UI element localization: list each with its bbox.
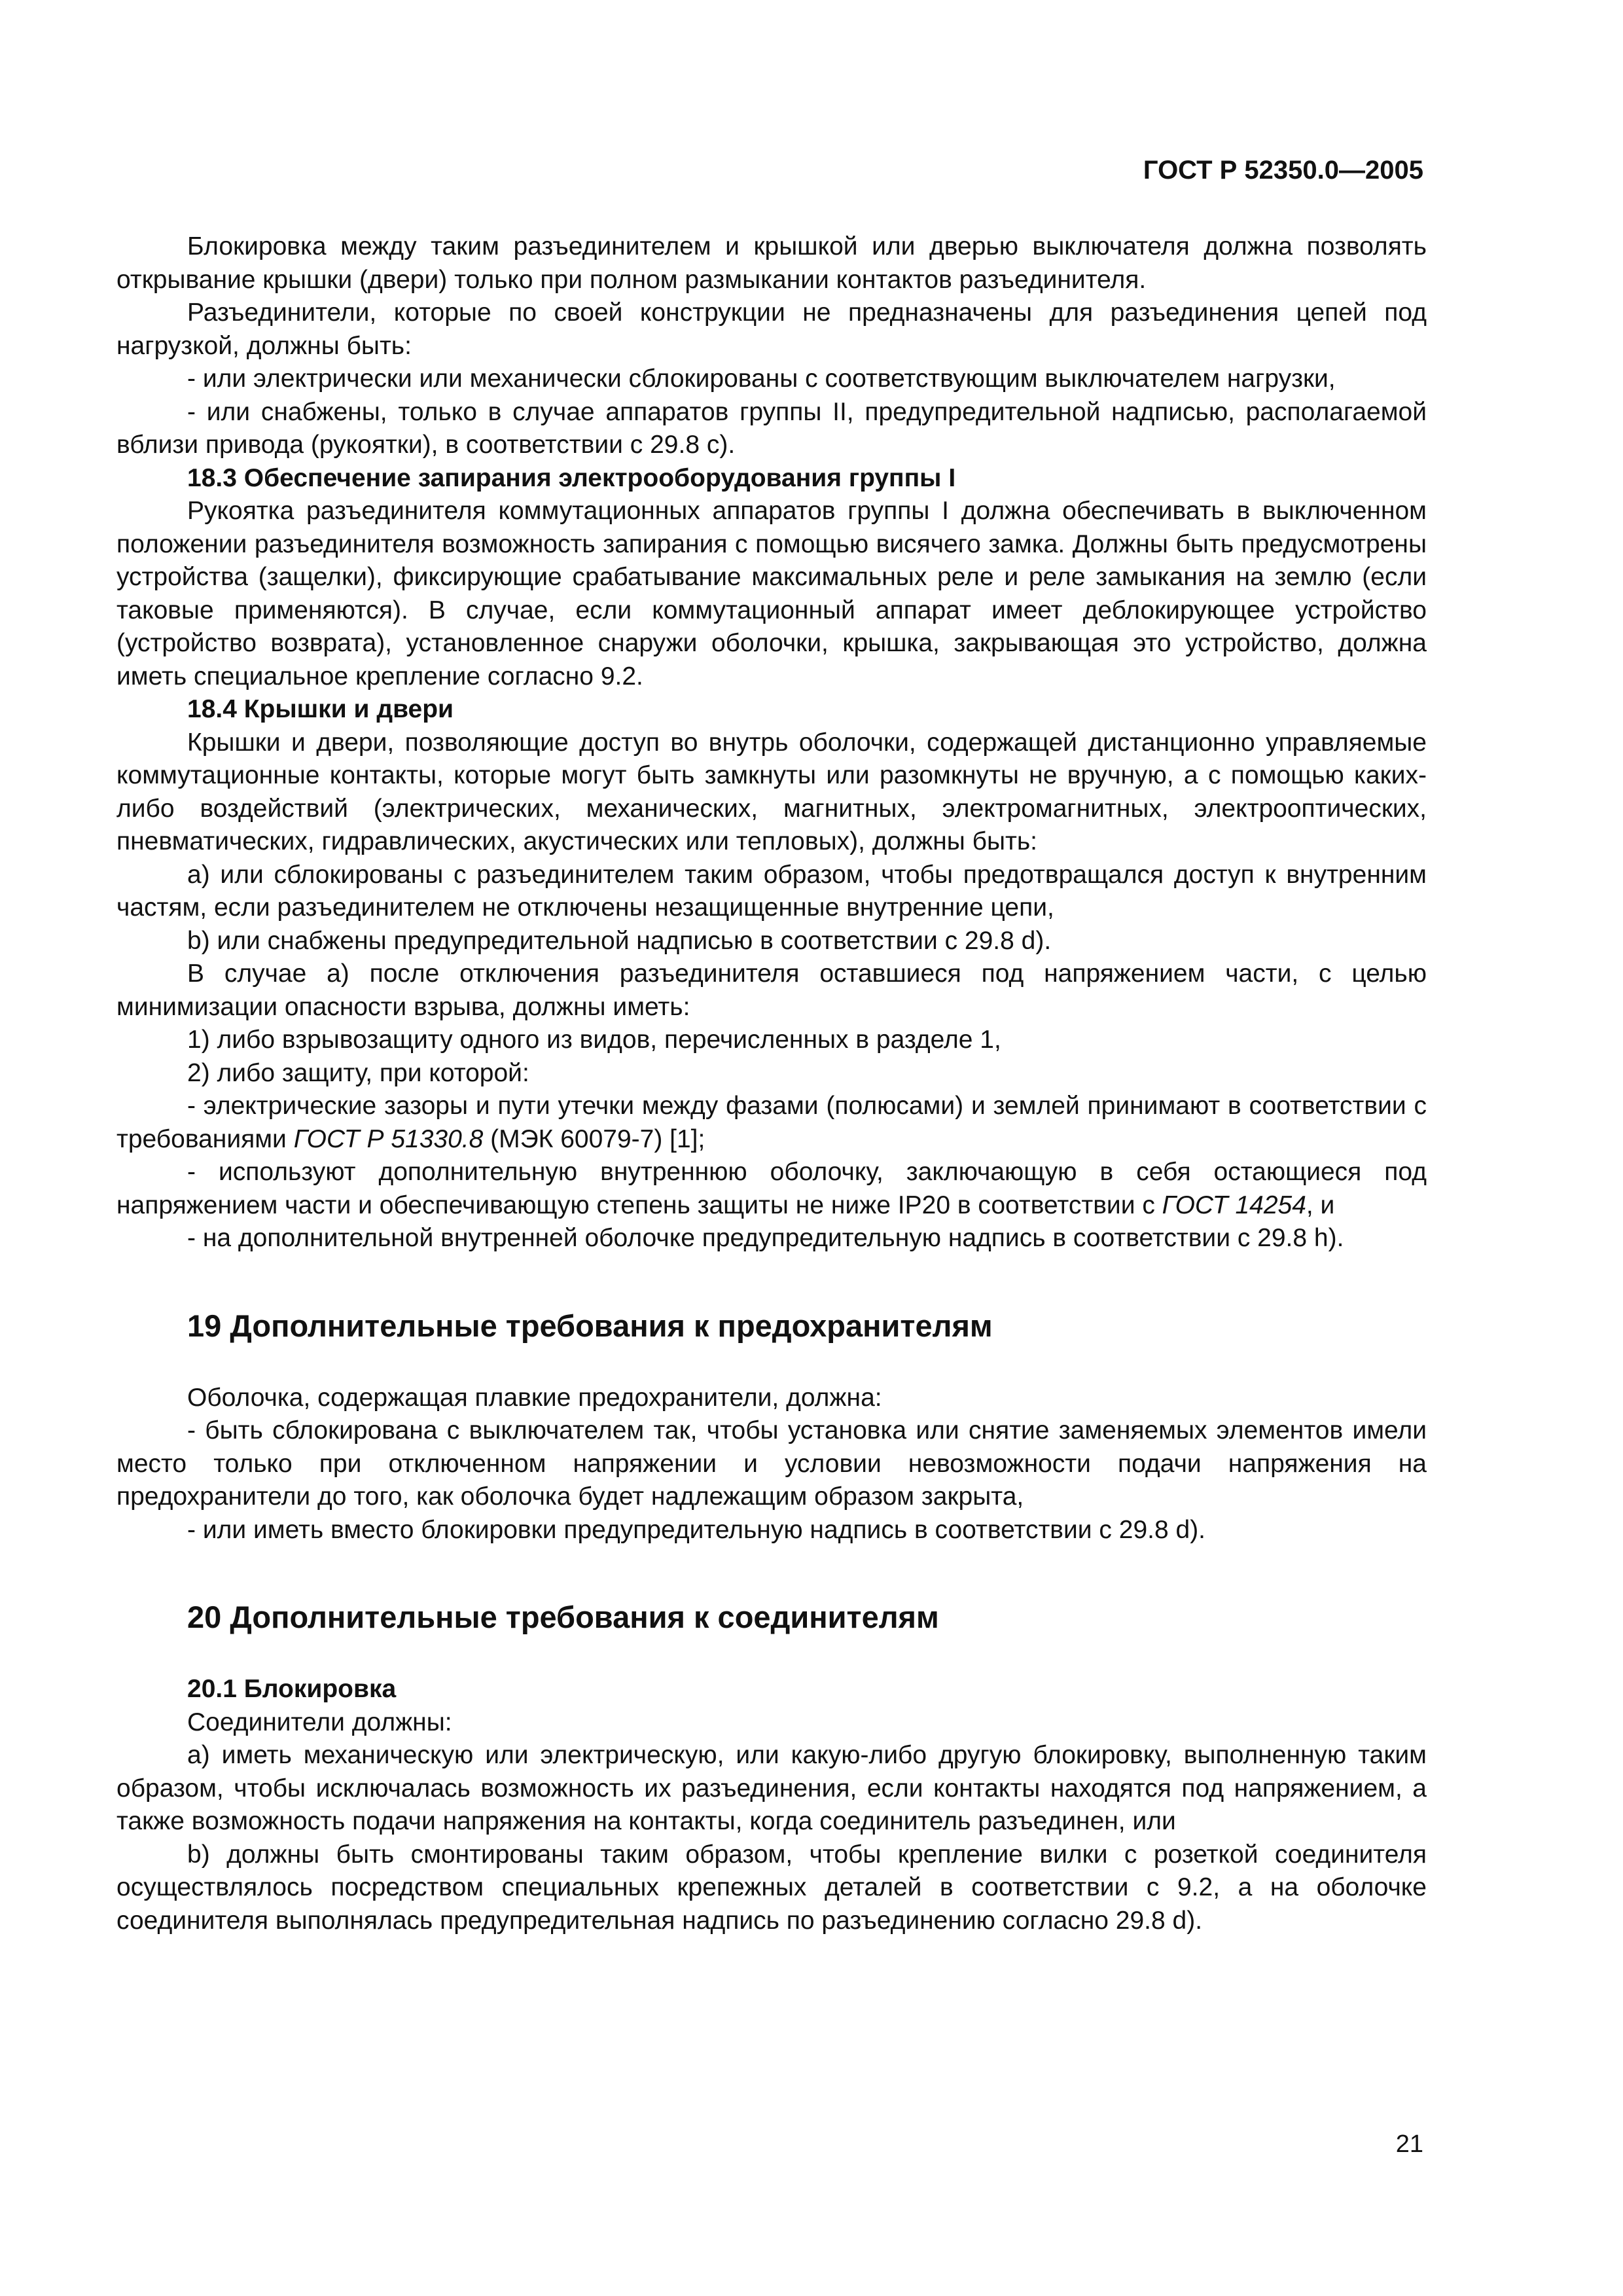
- section-heading-20: [116, 1598, 1427, 1637]
- document-header: ГОСТ Р 52350.0—2005: [1143, 156, 1423, 185]
- paragraph: b) или снабжены предупредительной надписью в соответствии с 29.8 d).: [187, 926, 1052, 955]
- paragraph: - или электрически или механически сблокированы с соответствующим выключателем нагрузки,: [187, 365, 1336, 393]
- section-spacer: [116, 1346, 1427, 1382]
- paragraph: - используют дополнительную внутреннюю оболочку, заключающую в себя остающиеся под напряжением части и обеспечивающую степень защиты не ниже IP20 в соответствии с ГОСТ 14254, и: [116, 1158, 1427, 1219]
- paragraph: - или снабжены, только в случае аппаратов группы II, предупредительной надписью, располагаемой вблизи привода (рукоятки), в соответствии с 29.8 с).: [116, 397, 1427, 459]
- paragraph: b) должны быть смонтированы таким образом, чтобы крепление вилки с розеткой соединителя осуществлялось посредством специальных крепежных деталей в соответствии с 9.2, а на оболочке соединителя выполнялась предупредительная надпись по разъединению согласно 29.8 d).: [116, 1840, 1427, 1935]
- subsection-heading: 18.3 Обеспечение запирания электрооборудования группы I: [187, 463, 956, 492]
- paragraph: Блокировка между таким разъединителем и крышкой или дверью выключателя должна позволять открывание крышки (двери) только при полном размыкании контактов разъединителя.: [116, 232, 1427, 294]
- section-title: Дополнительные требования к соединителям: [230, 1600, 939, 1634]
- paragraph: В случае а) после отключения разъединителя оставшиеся под напряжением части, с целью минимизации опасности взрыва, должны иметь:: [116, 960, 1427, 1021]
- paragraph: Рукоятка разъединителя коммутационных аппаратов группы I должна обеспечивать в выключенном положении разъединителя возможность запирания с помощью висячего замка. Должны быть предусмотрены устройства (защелки), фиксирующие срабатывание максимальных реле и реле замыкания на землю (если таковые применяются). В случае, если коммутационный аппарат имеет деблокирующее устройство (устройство возврата), установленное снаружи оболочки, крышка, закрывающая это устройство, должна иметь специальное крепление согласно 9.2.: [116, 497, 1427, 691]
- paragraph: Соединители должны:: [187, 1708, 452, 1736]
- paragraph: Разъединители, которые по своей конструкции не предназначены для разъединения цепей под нагрузкой, должны быть:: [116, 298, 1427, 360]
- standard-reference: ГОСТ 14254: [1162, 1191, 1306, 1219]
- paragraph: - или иметь вместо блокировки предупредительную надпись в соответствии с 29.8 d).: [187, 1515, 1206, 1544]
- page-number: 21: [1395, 2130, 1423, 2158]
- section-number: 19: [187, 1308, 222, 1343]
- section-heading-19: [116, 1306, 1427, 1346]
- paragraph: 1) либо взрывозащиту одного из видов, перечисленных в разделе 1,: [187, 1026, 1001, 1054]
- subsection-heading: 18.4 Крышки и двери: [187, 695, 454, 723]
- paragraph: 2) либо защиту, при которой:: [187, 1058, 529, 1087]
- subsection-heading: 20.1 Блокировка: [187, 1675, 397, 1703]
- paragraph: - на дополнительной внутренней оболочке предупредительную надпись в соответствии с 29.8 h).: [187, 1224, 1344, 1252]
- paragraph: - быть сблокирована с выключателем так, чтобы установка или снятие заменяемых элементов имели место только при отключенном напряжении и условии невозможности подачи напряжения на предохранители до того, как оболочка будет надлежащим образом закрыта,: [116, 1416, 1427, 1511]
- section-title: Дополнительные требования к предохранителям: [230, 1308, 993, 1343]
- paragraph: - электрические зазоры и пути утечки между фазами (полюсами) и землей принимают в соответствии с требованиями ГОСТ Р 51330.8 (МЭК 60079-7) [1];: [116, 1092, 1427, 1153]
- section-spacer: [116, 1637, 1427, 1673]
- section-number: 20: [187, 1600, 222, 1634]
- paragraph: а) иметь механическую или электрическую, или какую-либо другую блокировку, выполненную таким образом, чтобы исключалась возможность их разъединения, если контакты находятся под напряжением, а также возможность подачи напряжения на контакты, когда соединитель разъединен, или: [116, 1741, 1427, 1835]
- section-spacer: [116, 1547, 1427, 1598]
- paragraph: а) или сблокированы с разъединителем таким образом, чтобы предотвращался доступ к внутренним частям, если разъединителем не отключены незащищенные внутренние цепи,: [116, 860, 1427, 922]
- standard-reference: ГОСТ Р 51330.8: [293, 1124, 484, 1153]
- paragraph: Оболочка, содержащая плавкие предохранители, должна:: [187, 1383, 882, 1412]
- section-spacer: [116, 1255, 1427, 1306]
- document-body: [116, 230, 1427, 1937]
- paragraph: Крышки и двери, позволяющие доступ во внутрь оболочки, содержащей дистанционно управляемые коммутационные контакты, которые могут быть замкнуты или разомкнуты не вручную, а с помощью каких-либо воздействий (электрических, механических, магнитных, электромагнитных, электрооптических, пневматических, гидравлических, акустических или тепловых), должны быть:: [116, 728, 1427, 855]
